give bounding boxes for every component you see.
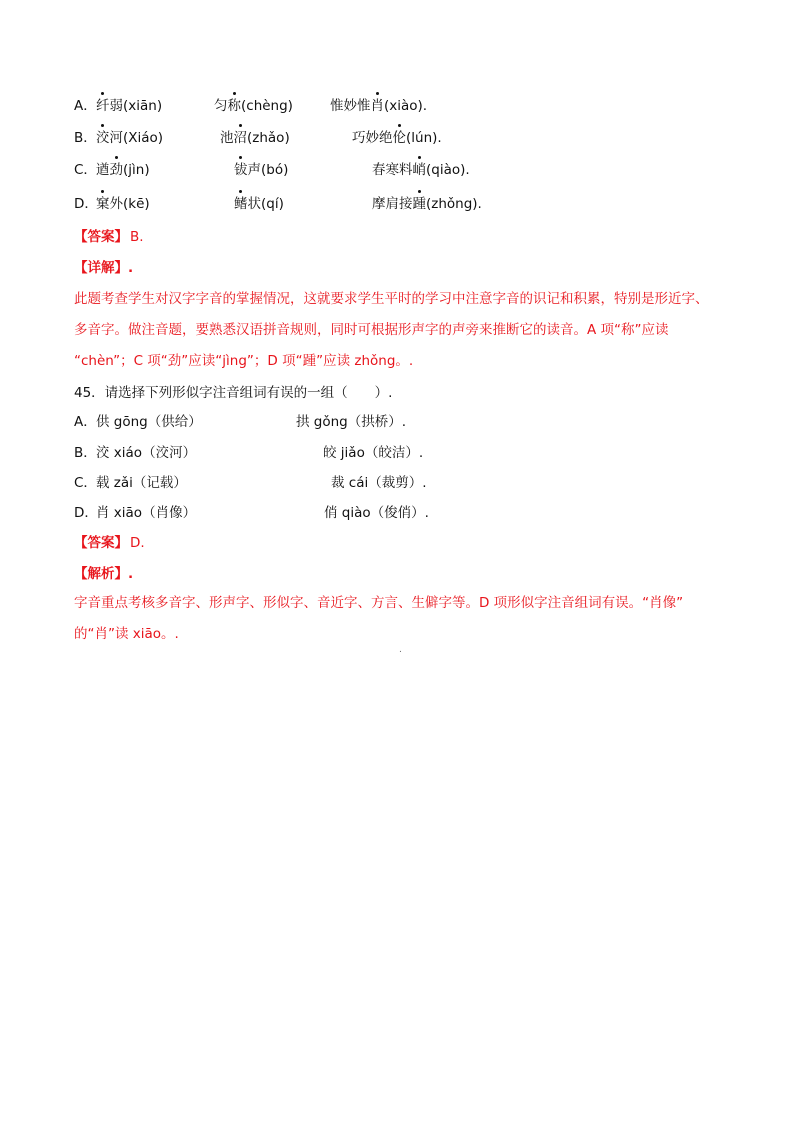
detail-tag: 【详解】.: [74, 260, 134, 276]
option-label: A．: [74, 414, 97, 430]
option-choice-2: 拱 gǒng（拱桥）.: [296, 414, 407, 430]
option-choice-1: 肖 xiāo（肖像）: [96, 505, 197, 521]
option-choice-2: 匀称(chèng): [214, 98, 293, 114]
option-label: A．: [74, 98, 97, 114]
analysis-text-line-1: 字音重点考核多音字、形声字、形似字、音近字、方言、生僻字等。D 项形似字注音组词有误。“肖像”: [74, 595, 684, 611]
option-choice-2: 钹声(bó): [234, 162, 289, 178]
page-mark: .: [399, 645, 402, 655]
option-choice-1: 载 zǎi（记载）: [96, 475, 187, 491]
option-label: B．: [74, 130, 97, 146]
option-label: D．: [74, 196, 98, 212]
option-choice-3: 惟妙惟肖(xiào).: [330, 98, 428, 114]
choice-rest: 弱(xiān): [109, 98, 163, 114]
option-choice-2: 皎 jiǎo（皎洁）.: [323, 445, 424, 461]
option-choice-1: 供 gōng（供给）: [96, 414, 202, 430]
question-stem: 45．请选择下列形似字注音组词有误的一组（ ）.: [74, 385, 393, 401]
option-choice-2: 鳍状(qí): [234, 196, 284, 212]
option-choice-3: 摩肩接踵(zhǒng).: [372, 196, 482, 212]
detail-text-line-2: 多音字。做注音题，要熟悉汉语拼音规则，同时可根据形声字的声旁来推断它的读音。A 项“称”应读: [74, 322, 669, 338]
option-label: D．: [74, 505, 98, 521]
detail-text-line-3: “chèn”；C 项“劲”应读“jìng”；D 项“踵”应读 zhǒng。.: [74, 353, 414, 369]
option-choice-1: 洨河(Xiáo): [96, 130, 164, 146]
option-choice-2: 池沼(zhǎo): [220, 130, 290, 146]
answer-tag: 【答案】: [74, 535, 128, 551]
option-choice-3: 春寒料峭(qiào).: [372, 162, 470, 178]
option-choice-1: 洨 xiáo（洨河）: [96, 445, 197, 461]
option-label: C．: [74, 475, 97, 491]
option-choice-1: 遒劲(jìn): [96, 162, 150, 178]
option-choice-2: 俏 qiào（俊俏）.: [324, 505, 429, 521]
analysis-text-line-2: 的“肖”读 xiāo。.: [74, 626, 179, 642]
option-label: B．: [74, 445, 97, 461]
option-choice-3: 巧妙绝伦(lún).: [352, 130, 442, 146]
option-choice-1: 窠外(kē): [96, 196, 150, 212]
answer-value: B.: [130, 229, 144, 245]
option-choice-1: 纤弱(xiān): [96, 98, 163, 114]
option-label: C．: [74, 162, 97, 178]
answer-value: D.: [130, 535, 145, 551]
answer-tag: 【答案】: [74, 229, 128, 245]
detail-text-line-1: 此题考查学生对汉字字音的掌握情况，这就要求学生平时的学习中注意字音的识记和积累，特别是形近字、: [74, 291, 709, 307]
analysis-tag: 【解析】.: [74, 566, 134, 582]
option-choice-2: 裁 cái（裁剪）.: [331, 475, 427, 491]
